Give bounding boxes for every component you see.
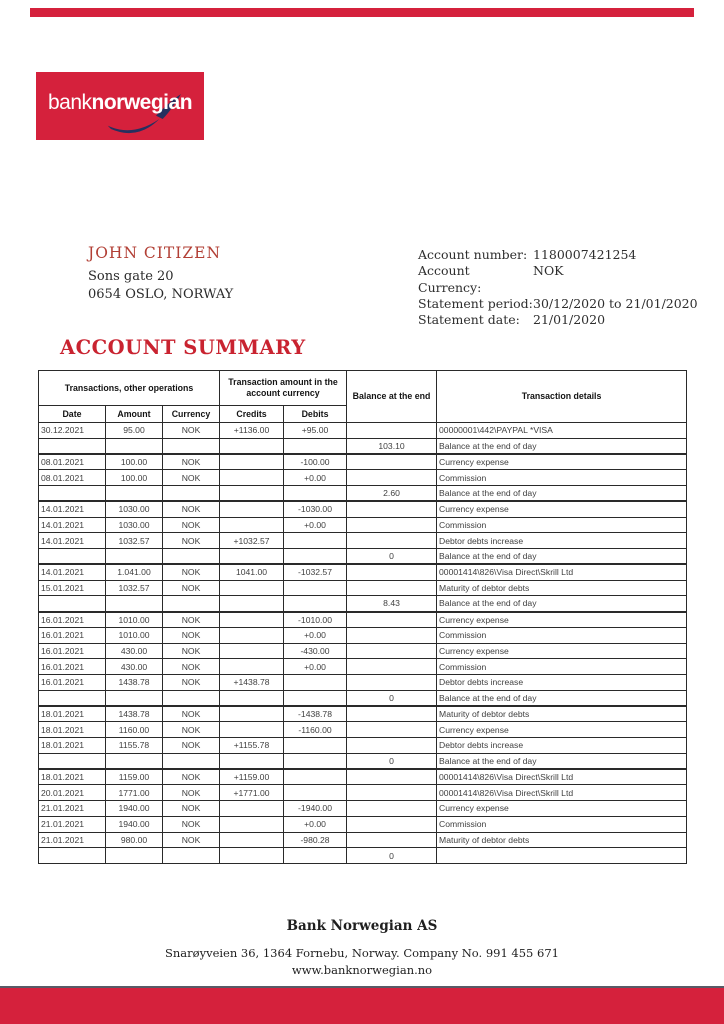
cell-amount: 1771.00 (106, 785, 163, 801)
cell-credits (220, 643, 284, 659)
cell-balance (347, 501, 437, 517)
cell-date: 16.01.2021 (39, 612, 106, 628)
cell-credits (220, 706, 284, 722)
header-transactions: Transactions, other operations (39, 371, 220, 406)
header-currency: Currency (163, 406, 220, 423)
cell-debits (284, 753, 347, 769)
cell-currency: NOK (163, 769, 220, 785)
cell-amount: 1030.00 (106, 501, 163, 517)
header-amount-in-currency: Transaction amount in the account currency (220, 371, 347, 406)
cell-debits (284, 533, 347, 549)
table-header (39, 371, 687, 423)
cell-details: Currency expense (437, 801, 687, 817)
cell-amount: 1032.57 (106, 533, 163, 549)
cell-currency (163, 690, 220, 706)
header-credits: Credits (220, 406, 284, 423)
customer-block (88, 243, 233, 304)
table-row (39, 769, 687, 785)
cell-debits (284, 596, 347, 612)
cell-credits (220, 517, 284, 533)
cell-debits: +0.00 (284, 627, 347, 643)
cell-currency: NOK (163, 722, 220, 738)
cell-currency: NOK (163, 627, 220, 643)
cell-credits (220, 627, 284, 643)
cell-amount (106, 549, 163, 565)
cell-amount: 1160.00 (106, 722, 163, 738)
cell-balance (347, 675, 437, 691)
cell-date (39, 848, 106, 864)
cell-details: Debtor debts increase (437, 533, 687, 549)
cell-date: 18.01.2021 (39, 722, 106, 738)
table-row (39, 438, 687, 454)
account-info-block (418, 247, 698, 328)
cell-balance (347, 643, 437, 659)
cell-details: Currency expense (437, 643, 687, 659)
cell-balance: 0 (347, 690, 437, 706)
cell-credits: 1041.00 (220, 564, 284, 580)
cell-credits (220, 659, 284, 675)
header-details: Transaction details (437, 371, 687, 423)
logo-wordmark (48, 91, 192, 115)
header-date: Date (39, 406, 106, 423)
cell-amount: 100.00 (106, 454, 163, 470)
cell-details: Debtor debts increase (437, 738, 687, 754)
cell-currency (163, 486, 220, 502)
cell-balance (347, 470, 437, 486)
table-row (39, 722, 687, 738)
table-row (39, 517, 687, 533)
cell-amount: 1940.00 (106, 801, 163, 817)
cell-currency (163, 848, 220, 864)
cell-amount: 1032.57 (106, 580, 163, 596)
page-title: ACCOUNT SUMMARY (60, 336, 306, 359)
cell-date: 20.01.2021 (39, 785, 106, 801)
table-row (39, 643, 687, 659)
cell-amount (106, 753, 163, 769)
account-currency-value: NOK (533, 263, 564, 279)
table-row (39, 690, 687, 706)
transactions-body (39, 423, 687, 864)
cell-debits (284, 549, 347, 565)
cell-debits: +0.00 (284, 816, 347, 832)
cell-amount: 430.00 (106, 659, 163, 675)
cell-amount: 1155.78 (106, 738, 163, 754)
cell-debits (284, 580, 347, 596)
footer-website: www.banknorwegian.no (291, 963, 433, 977)
cell-debits: -1032.57 (284, 564, 347, 580)
cell-amount (106, 438, 163, 454)
cell-debits (284, 438, 347, 454)
cell-credits: +1771.00 (220, 785, 284, 801)
cell-details: Balance at the end of day (437, 753, 687, 769)
cell-date: 08.01.2021 (39, 470, 106, 486)
cell-details: Commission (437, 627, 687, 643)
cell-credits (220, 596, 284, 612)
cell-details: Balance at the end of day (437, 438, 687, 454)
cell-currency: NOK (163, 738, 220, 754)
cell-balance (347, 832, 437, 848)
cell-debits: -980.28 (284, 832, 347, 848)
account-summary-table (38, 370, 687, 864)
cell-credits: +1155.78 (220, 738, 284, 754)
cell-balance (347, 816, 437, 832)
cell-balance (347, 801, 437, 817)
cell-details: Commission (437, 517, 687, 533)
cell-currency: NOK (163, 801, 220, 817)
cell-amount: 1010.00 (106, 627, 163, 643)
cell-details: Balance at the end of day (437, 549, 687, 565)
table-row (39, 675, 687, 691)
account-number-label: Account number: (418, 247, 528, 262)
cell-debits (284, 675, 347, 691)
cell-details: Commission (437, 470, 687, 486)
cell-amount: 100.00 (106, 470, 163, 486)
cell-date (39, 486, 106, 502)
cell-credits (220, 801, 284, 817)
cell-currency: NOK (163, 454, 220, 470)
cell-currency (163, 438, 220, 454)
cell-details: Balance at the end of day (437, 596, 687, 612)
customer-address-line1: Sons gate 20 (88, 268, 174, 284)
cell-credits (220, 470, 284, 486)
cell-balance (347, 659, 437, 675)
cell-details: Commission (437, 659, 687, 675)
cell-date: 30.12.2021 (39, 423, 106, 439)
statement-period-label: Statement period: (418, 295, 533, 311)
cell-currency: NOK (163, 470, 220, 486)
cell-amount: 1159.00 (106, 769, 163, 785)
cell-amount: 1940.00 (106, 816, 163, 832)
cell-details: Balance at the end of day (437, 690, 687, 706)
cell-balance (347, 454, 437, 470)
cell-debits (284, 785, 347, 801)
cell-currency: NOK (163, 612, 220, 628)
cell-debits: +0.00 (284, 659, 347, 675)
cell-details: Maturity of debtor debts (437, 580, 687, 596)
footer-address: Snarøyveien 36, 1364 Fornebu, Norway. Company No. 991 455 671 (165, 946, 559, 960)
table-row (39, 659, 687, 675)
cell-credits (220, 549, 284, 565)
cell-currency: NOK (163, 785, 220, 801)
bottom-red-band (0, 986, 724, 1024)
cell-amount: 1438.78 (106, 706, 163, 722)
cell-amount: 95.00 (106, 423, 163, 439)
cell-details: Currency expense (437, 612, 687, 628)
table-row (39, 470, 687, 486)
cell-credits (220, 753, 284, 769)
table-row (39, 832, 687, 848)
statement-date-value: 21/01/2020 (533, 312, 606, 327)
cell-details: Maturity of debtor debts (437, 832, 687, 848)
cell-amount (106, 690, 163, 706)
statement-period-row (418, 296, 698, 312)
cell-balance (347, 564, 437, 580)
cell-amount (106, 596, 163, 612)
cell-amount: 980.00 (106, 832, 163, 848)
cell-currency (163, 753, 220, 769)
account-number-row (418, 247, 698, 263)
cell-currency: NOK (163, 675, 220, 691)
cell-details: 00000001\442\PAYPAL *VISA (437, 423, 687, 439)
account-number-value: 1180007421254 (533, 247, 637, 262)
cell-balance: 0 (347, 848, 437, 864)
cell-balance (347, 785, 437, 801)
cell-credits (220, 486, 284, 502)
cell-currency: NOK (163, 564, 220, 580)
cell-balance (347, 580, 437, 596)
table-row (39, 706, 687, 722)
cell-date: 14.01.2021 (39, 533, 106, 549)
cell-details: Maturity of debtor debts (437, 706, 687, 722)
table-row (39, 612, 687, 628)
account-currency-label: Account Currency: (418, 263, 482, 295)
cell-date (39, 690, 106, 706)
cell-credits (220, 848, 284, 864)
cell-balance (347, 612, 437, 628)
cell-debits (284, 738, 347, 754)
table-row (39, 533, 687, 549)
cell-details: Currency expense (437, 501, 687, 517)
cell-balance: 0 (347, 549, 437, 565)
cell-debits: -1160.00 (284, 722, 347, 738)
cell-date (39, 753, 106, 769)
cell-balance (347, 706, 437, 722)
cell-date (39, 438, 106, 454)
cell-balance (347, 769, 437, 785)
cell-balance: 0 (347, 753, 437, 769)
cell-balance: 103.10 (347, 438, 437, 454)
table-row (39, 816, 687, 832)
cell-date: 16.01.2021 (39, 675, 106, 691)
cell-currency: NOK (163, 659, 220, 675)
cell-date: 14.01.2021 (39, 501, 106, 517)
cell-currency: NOK (163, 832, 220, 848)
cell-debits (284, 486, 347, 502)
cell-balance: 8.43 (347, 596, 437, 612)
customer-name: JOHN CITIZEN (88, 244, 222, 262)
cell-credits (220, 580, 284, 596)
cell-balance (347, 722, 437, 738)
cell-details: 00001414\826\Visa Direct\Skrill Ltd (437, 769, 687, 785)
cell-date: 16.01.2021 (39, 643, 106, 659)
footer-block (0, 918, 724, 977)
cell-date: 15.01.2021 (39, 580, 106, 596)
cell-amount: 430.00 (106, 643, 163, 659)
cell-debits: +0.00 (284, 517, 347, 533)
cell-date: 14.01.2021 (39, 564, 106, 580)
cell-credits (220, 816, 284, 832)
statement-date-row (418, 312, 698, 328)
cell-details: 00001414\826\Visa Direct\Skrill Ltd (437, 564, 687, 580)
cell-debits: +0.00 (284, 470, 347, 486)
cell-date (39, 549, 106, 565)
cell-currency (163, 596, 220, 612)
cell-debits (284, 769, 347, 785)
cell-details: Currency expense (437, 722, 687, 738)
cell-currency (163, 549, 220, 565)
statement-period-value: 30/12/2020 to 21/01/2020 (533, 295, 698, 311)
cell-debits: +95.00 (284, 423, 347, 439)
statement-date-label: Statement date: (418, 312, 520, 327)
cell-amount (106, 848, 163, 864)
cell-date: 18.01.2021 (39, 738, 106, 754)
cell-currency: NOK (163, 706, 220, 722)
cell-currency: NOK (163, 423, 220, 439)
cell-details: Currency expense (437, 454, 687, 470)
table-row (39, 785, 687, 801)
cell-details: Balance at the end of day (437, 486, 687, 502)
cell-date: 08.01.2021 (39, 454, 106, 470)
cell-details: 00001414\826\Visa Direct\Skrill Ltd (437, 785, 687, 801)
cell-credits (220, 501, 284, 517)
cell-debits: -1438.78 (284, 706, 347, 722)
table-group-header-row (39, 371, 687, 406)
table-row (39, 501, 687, 517)
table-row (39, 564, 687, 580)
cell-balance (347, 533, 437, 549)
cell-balance: 2.60 (347, 486, 437, 502)
cell-credits: +1032.57 (220, 533, 284, 549)
cell-currency: NOK (163, 643, 220, 659)
cell-amount: 1010.00 (106, 612, 163, 628)
cell-balance (347, 627, 437, 643)
cell-date: 18.01.2021 (39, 769, 106, 785)
cell-debits (284, 690, 347, 706)
cell-date: 14.01.2021 (39, 517, 106, 533)
table-row (39, 454, 687, 470)
cell-date: 21.01.2021 (39, 832, 106, 848)
cell-credits: +1136.00 (220, 423, 284, 439)
cell-credits (220, 832, 284, 848)
cell-currency: NOK (163, 501, 220, 517)
table-row (39, 549, 687, 565)
top-red-bar (30, 8, 694, 17)
cell-debits: -430.00 (284, 643, 347, 659)
table-row (39, 580, 687, 596)
cell-date: 21.01.2021 (39, 801, 106, 817)
cell-details: Commission (437, 816, 687, 832)
header-debits: Debits (284, 406, 347, 423)
cell-date (39, 596, 106, 612)
cell-currency: NOK (163, 517, 220, 533)
cell-balance (347, 423, 437, 439)
cell-credits (220, 722, 284, 738)
table-row (39, 753, 687, 769)
cell-details (437, 848, 687, 864)
cell-currency: NOK (163, 580, 220, 596)
cell-credits: +1159.00 (220, 769, 284, 785)
cell-credits (220, 612, 284, 628)
cell-currency: NOK (163, 816, 220, 832)
cell-debits: -100.00 (284, 454, 347, 470)
customer-address-line2: 0654 OSLO, NORWAY (88, 286, 234, 302)
bank-norwegian-logo (36, 72, 204, 140)
cell-amount (106, 486, 163, 502)
cell-amount: 1.041.00 (106, 564, 163, 580)
table-row (39, 801, 687, 817)
table-row (39, 486, 687, 502)
cell-date: 16.01.2021 (39, 659, 106, 675)
table-row (39, 596, 687, 612)
cell-credits (220, 690, 284, 706)
cell-credits (220, 454, 284, 470)
table-row (39, 423, 687, 439)
logo-text-bank: bank (47, 91, 92, 114)
table-row (39, 848, 687, 864)
header-amount: Amount (106, 406, 163, 423)
cell-details: Debtor debts increase (437, 675, 687, 691)
account-currency-row (418, 263, 698, 296)
cell-balance (347, 517, 437, 533)
cell-credits: +1438.78 (220, 675, 284, 691)
cell-amount: 1438.78 (106, 675, 163, 691)
header-balance: Balance at the end (347, 371, 437, 423)
table-row (39, 738, 687, 754)
cell-balance (347, 738, 437, 754)
cell-debits: -1030.00 (284, 501, 347, 517)
cell-debits (284, 848, 347, 864)
table-row (39, 627, 687, 643)
cell-credits (220, 438, 284, 454)
cell-date: 18.01.2021 (39, 706, 106, 722)
cell-date: 16.01.2021 (39, 627, 106, 643)
cell-amount: 1030.00 (106, 517, 163, 533)
cell-date: 21.01.2021 (39, 816, 106, 832)
cell-debits: -1010.00 (284, 612, 347, 628)
cell-debits: -1940.00 (284, 801, 347, 817)
logo-text-norwegian: norwegian (91, 91, 193, 114)
footer-company-name: Bank Norwegian AS (286, 918, 438, 934)
cell-currency: NOK (163, 533, 220, 549)
